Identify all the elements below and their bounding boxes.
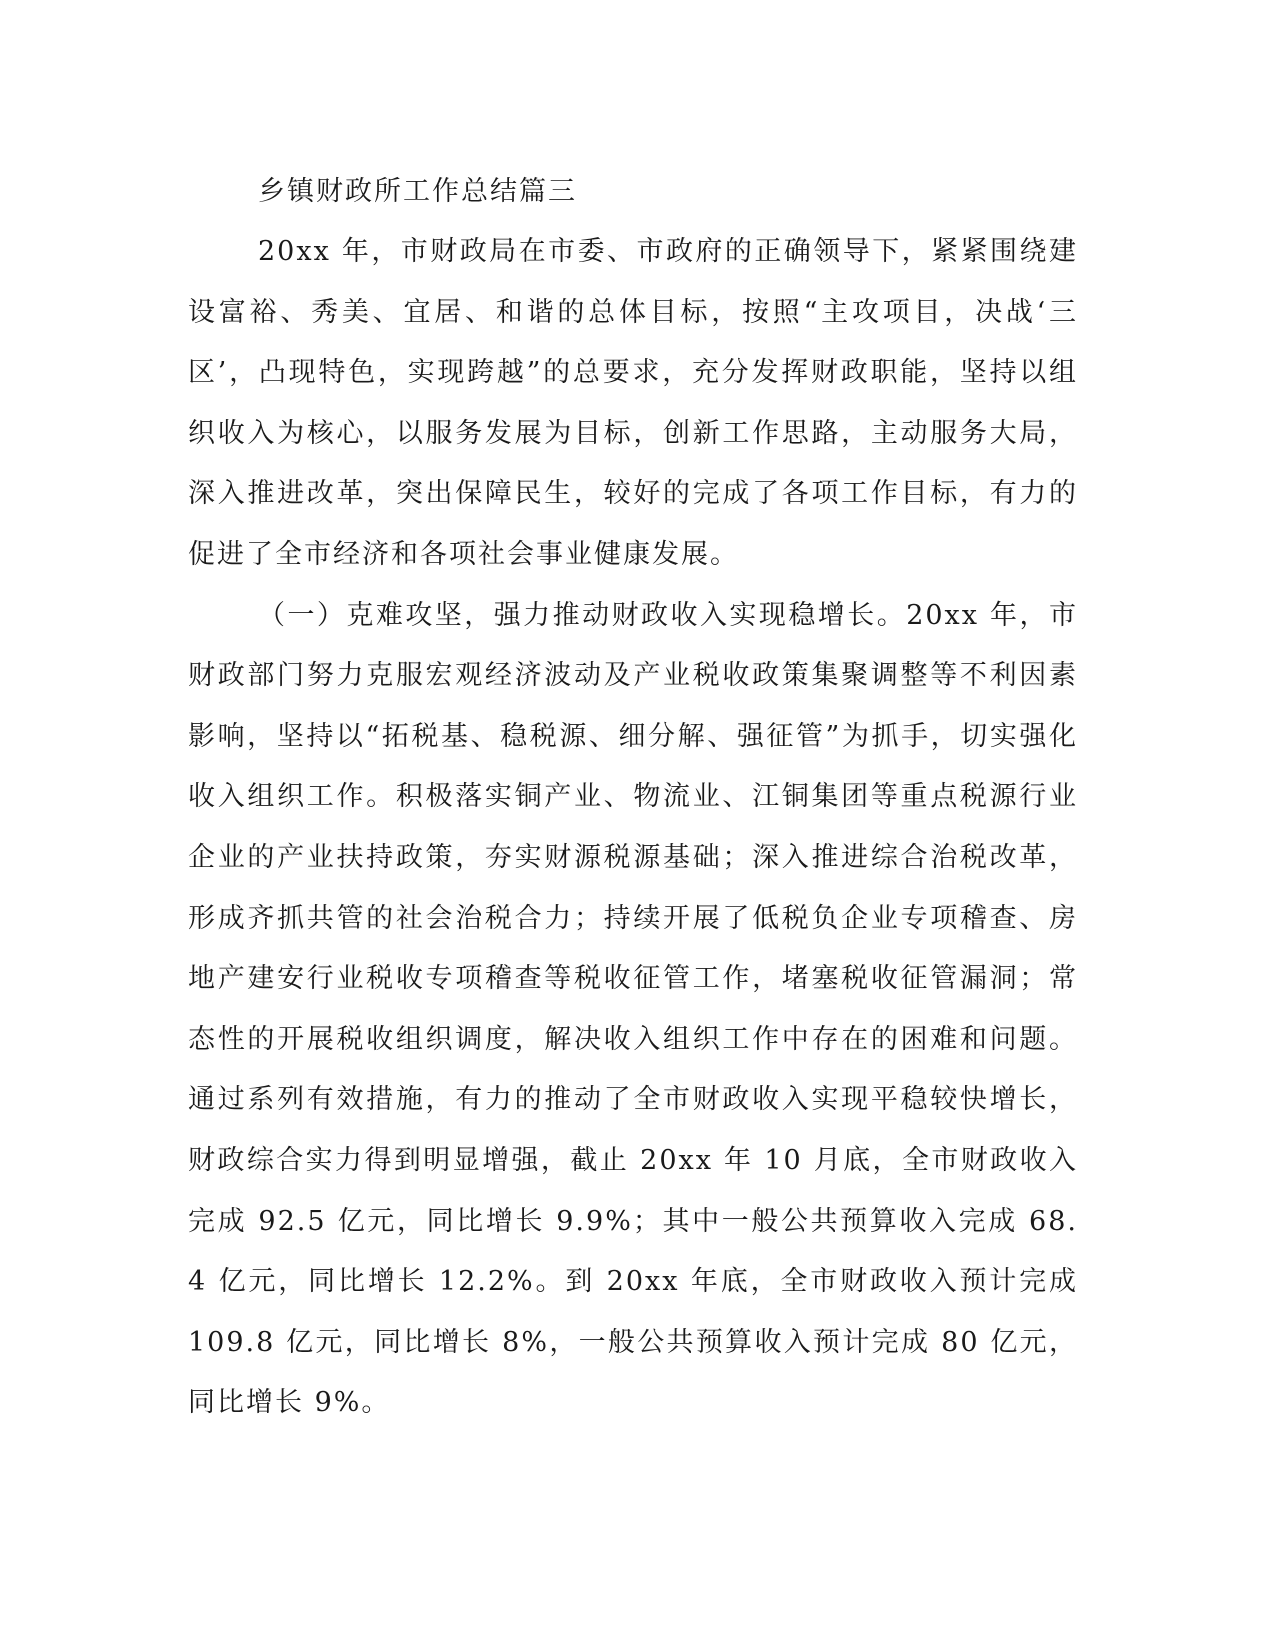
- document-body: [188, 162, 1078, 1434]
- paragraph-intro: 20xx 年，市财政局在市委、市政府的正确领导下，紧紧围绕建设富裕、秀美、宜居、和谐的总体目标，按照“主攻项目，决战‘三区’，凸现特色，实现跨越”的总要求，充分发挥财政职能，坚持以组织收入为核心，以服务发展为目标，创新工作思路，主动服务大局，深入推进改革，突出保障民生，较好的完成了各项工作目标，有力的促进了全市经济和各项社会事业健康发展。: [188, 236, 1078, 570]
- document-title: 乡镇财政所工作总结篇三: [258, 176, 577, 207]
- paragraph-section-1: （一）克难攻坚，强力推动财政收入实现稳增长。20xx 年，市财政部门努力克服宏观经济波动及产业税收政策集聚调整等不利因素影响，坚持以“拓税基、稳税源、细分解、强征管”为抓手，切实强化收入组织工作。积极落实铜产业、物流业、江铜集团等重点税源行业企业的产业扶持政策，夯实财源税源基础；深入推进综合治税改革，形成齐抓共管的社会治税合力；持续开展了低税负企业专项稽查、房地产建安行业税收专项稽查等税收征管工作，堵塞税收征管漏洞；常态性的开展税收组织调度，解决收入组织工作中存在的困难和问题。通过系列有效措施，有力的推动了全市财政收入实现平稳较快增长，财政综合实力得到明显增强，截止 20xx 年 10 月底，全市财政收入完成 92.5 亿元，同比增长 9.9%；其中一般公共预算收入完成 68.4 亿元，同比增长 12.2%。到 20xx 年底，全市财政收入预计完成 109.8 亿元，同比增长 8%，一般公共预算收入预计完成 80 亿元，同比增长 9%。: [188, 599, 1078, 1419]
